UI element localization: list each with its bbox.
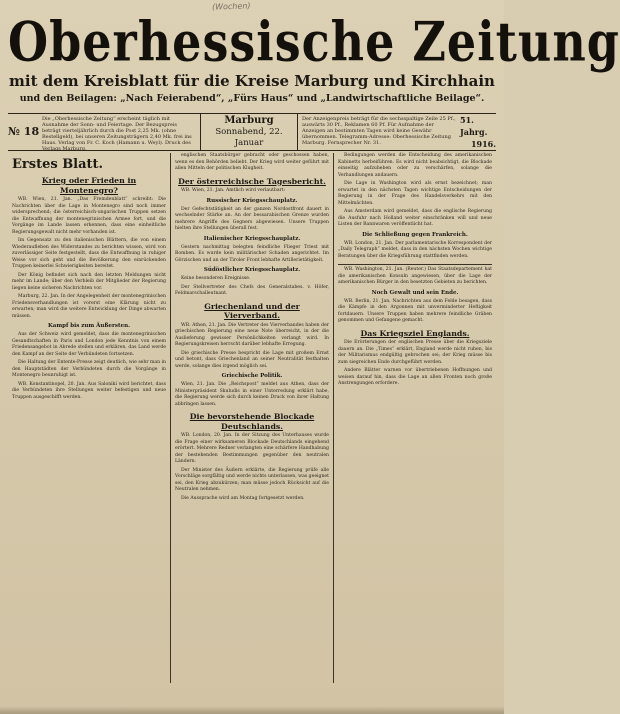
article-paragraph: Der Minister des Äußern erklärte, die Regierung prüfe alle Vorschläge sorgfältig und werde nichts unterlassen, was geeignet sei, den Krieg abzukürzen; man müsse jedoch Rücksicht auf die Neutralen nehmen. (175, 467, 329, 492)
article-paragraph: Bedingungen werden die Entscheidung des amerikanischen Kabinetts herbeiführen. Es wird nicht beabsichtigt, die Blockade einseitig aufzuheben oder zu verschärfen, solange die Verhandlungen andauern. (338, 153, 492, 178)
pencil-annotation: (Wochen) (211, 1, 251, 12)
article-subheading: Südöstlicher Kriegsschauplatz. (203, 267, 301, 273)
publication-date: Sonnabend, 22. Januar (215, 127, 283, 148)
date-box (200, 114, 298, 150)
article-paragraph: Gestern nachmittag belegten feindliche Flieger Triest mit Bomben. Es wurde kein militärischer Schaden angerichtet. Im Görzischen und an der Tiroler Front lebhafte Artillerietätigkeit. (175, 244, 329, 263)
article-headline: Die bevorstehende Blockade Deutschlands. (189, 412, 315, 431)
column-3 (334, 153, 496, 683)
article-paragraph: Der Gefechtstätigkeit an der ganzen Nordostfront dauert in wechselnder Stärke an. An der bessarabischen Grenze wurden mehrere Angriffe des Gegners abgewiesen. Unsere Truppen hielten ihre Stellungen überall fest. (175, 206, 329, 231)
article-paragraph: englischen Staatsbürger gebracht oder geschossen haben, wenn es den Behörden beliebt. Der Krieg wird weiter geführt mit allen Mitteln der politischen Klugheit. (175, 153, 329, 171)
article-subheading: Griechische Politik. (221, 373, 283, 379)
article-paragraph: WB. Wien, 21. Jan. Amtlich wird verlautbart: (181, 188, 286, 193)
article-paragraph: WB. Athen, 21. Jan. Die Vertreter des Vierverbandes haben der griechischen Regierung eine neue Note überreicht, in der die Auslieferung gewisser Persönlichkeiten verlangt wird. In Regierungskreisen herrscht darüber lebhafte Erregung. (175, 322, 329, 347)
article-paragraph: WB. Konstantinopel, 20. Jan. Aus Saloniki wird berichtet, dass die Verbündeten ihre Stellungen weiter befestigen und neue Truppen ausgeschifft werden. (12, 381, 166, 400)
article-subheading: Die Schließung gegen Frankreich. (362, 231, 468, 238)
article-columns (8, 153, 496, 683)
article-subheading: Kampf bis zum Äußersten. (48, 323, 130, 329)
article-paragraph: Marburg, 22. Jan. In der Angelegenheit der montenegrinischen Friedensverhandlungen ist vorerst eine Klärung nicht zu erwarten; man wird die weitere Entwicklung der Dinge abwarten müssen. (12, 294, 166, 319)
article-headline: Griechenland und der Vierverband. (204, 301, 300, 320)
masthead-title: Oberhessische Zeitung (8, 10, 620, 74)
article-headline: Das Kriegsziel Englands. (360, 328, 470, 338)
masthead-subtitle: mit dem Kreisblatt für die Kreise Marburg und Kirchhain (9, 72, 495, 90)
article-paragraph: Wien, 21. Jan. Die „Reichspost“ meldet aus Athen, dass der Ministerpräsident Skuludis in einer Unterredung erklärt habe, die Regierung werde sich durch keinen Druck von ihrer Haltung abbringen lassen. (175, 382, 329, 407)
volume-year (460, 114, 496, 150)
article-paragraph: Der Stellvertreter des Chefs des Generalstabes. v. Höfer, Feldmarschalleutnant. (175, 284, 329, 296)
volume-label: 51. Jahrg. (460, 115, 488, 137)
issue-number: № 18 (8, 125, 40, 138)
article-paragraph: Andere Blätter warnen vor übertriebenen Hoffnungen und weisen darauf hin, dass die Lage an allen Fronten noch große Anstrengungen erfordere. (338, 368, 492, 386)
article-headline: Krieg oder Frieden in Montenegro? (41, 176, 137, 195)
column-1 (8, 153, 171, 683)
article-paragraph: WB. Berlin, 21. Jan. Nachrichten aus dem Felde besagen, dass die Kämpfe in den Argonnen mit unverminderter Heftigkeit fortdauern. Unsere Truppen haben mehrere feindliche Gräben genommen und Gefangene gemacht. (338, 298, 492, 323)
masthead-supplements: und den Beilagen: „Nach Feierabend“, „Fürs Haus“ und „Landwirtschaftliche Beilage“. (19, 93, 485, 104)
subscription-info: Die „Oberhessische Zeitung“ erscheint täglich mit Ausnahme der Sonn- und Feiertage. Der Bezugspreis beträgt vierteljährlich durch die Post 2,25 Mk. (ohne Bestellgeld), bei unseren Zeitungsträgern 2,40 Mk. frei ins Haus. Verlag von Fr. C. Koch (Hamann u. Weyl). Druck des Verlags Marburg. (42, 116, 192, 152)
article-paragraph: Aus der Schweiz wird gemeldet, dass die montenegrinischen Gesandtschaften in Paris und London jede Kenntnis von einem Friedensangebot in Abrede stellen und erklären, das Land werde den Kampf an der Seite der Verbündeten fortsetzen. (12, 332, 166, 357)
publication-place: Marburg (224, 115, 274, 126)
article-paragraph: WB. London, 21. Jan. Der parlamentarische Korrespondent der „Daily Telegraph“ meldet, dass in den nächsten Wochen wichtige Beratungen über die Kriegsführung stattfinden werden. (338, 240, 492, 259)
column-2 (171, 153, 334, 683)
article-subheading: Russischer Kriegsschauplatz. (206, 197, 298, 204)
article-paragraph: Die Haltung der Entente-Presse zeigt deutlich, wie sehr man in den Hauptstädten der Verbündeten durch die Vorgänge in Montenegro beunruhigt ist. (12, 360, 166, 378)
page-edge (0, 706, 504, 714)
article-paragraph: Die Erörterungen der englischen Presse über die Kriegsziele dauern an. Die „Times“ erklärt, England werde nicht ruhen, bis der Militarismus endgültig gebrochen sei; der Krieg müsse bis zum siegreichen Ende durchgeführt werden. (338, 340, 492, 365)
article-paragraph: Die griechische Presse bespricht die Lage mit großem Ernst und betont, dass Griechenland an seiner Neutralität festhalten werde, solange dies irgend möglich sei. (175, 350, 329, 369)
article-subheading: Italienischer Kriegsschauplatz. (203, 235, 301, 242)
section-heading: Erstes Blatt. (12, 157, 104, 172)
advertising-info: Der Anzeigenpreis beträgt für die sechsspaltige Zeile 25 Pf., auswärts 30 Pf., Reklamen 60 Pf. Für Aufnahme der Anzeigen an bestimmten Tagen wird keine Gewähr übernommen. Telegramm-Adresse: Oberhessische Zeitung Marburg. Fernsprecher Nr. 31. (302, 116, 456, 146)
article-paragraph: Im Gegensatz zu den italienischen Blättern, die von einem Wiederaufleben des Widerstandes zu berichten wissen, wird von zuverlässiger Seite festgestellt, dass die Entwaffnung in ruhiger Weise vor sich geht und die Bevölkerung den einrückenden Truppen keinerlei Schwierigkeiten bereitet. (12, 238, 166, 269)
year-label: 1916. (470, 139, 496, 149)
article-paragraph: Aus Amsterdam wird gemeldet, dass die englische Regierung die Ausfuhr nach Holland weiter einschränken will und neue Listen der Bannwaren veröffentlicht hat. (338, 209, 492, 227)
article-paragraph: WB. London, 20. Jan. In der Sitzung des Unterhauses wurde die Frage einer wirksameren Blockade Deutschlands eingehend erörtert. Mehrere Redner verlangten eine schärfere Handhabung der bestehenden Bestimmungen gegenüber den neutralen Ländern. (175, 433, 329, 464)
article-paragraph: Der König befindet sich nach den letzten Meldungen nicht mehr im Lande; über den Verbleib der Mitglieder der Regierung liegen keine sicheren Nachrichten vor. (12, 272, 166, 291)
article-paragraph: WB. Washington, 21. Jan. (Reuter.) Das Staatsdepartement hat die amerikanischen Konsuln angewiesen, über die Lage der amerikanischen Bürger in den besetzten Gebieten zu berichten. (338, 267, 492, 285)
article-paragraph: Die Lage in Washington wird als ernst bezeichnet; man erwartet in den nächsten Tagen wichtige Entscheidungen der Regierung in der Frage des Handelsverkehrs mit den Mittelmächten. (338, 181, 492, 206)
article-paragraph: Die Aussprache wird am Montag fortgesetzt werden. (181, 495, 305, 501)
article-paragraph: WB. Wien, 21. Jan. „Das Fremdenblatt“ schreibt: Die Nachrichten über die Lage in Montenegro sind noch immer widersprechend; die österreichisch-ungarischen Truppen setzen die Entwaffnung der montenegrinischen Armee fort, und die Vorgänge im Lande lassen erkennen, dass eine einheitliche Regierungsgewalt nicht mehr vorhanden ist. (12, 197, 166, 235)
column-rule (338, 264, 492, 265)
article-subheading: Noch Gewalt und sein Ende. (371, 289, 459, 296)
info-bar (8, 113, 496, 151)
article-paragraph: Keine besonderen Ereignisse. (181, 276, 251, 281)
article-headline: Der österreichische Tagesbericht. (178, 176, 326, 186)
